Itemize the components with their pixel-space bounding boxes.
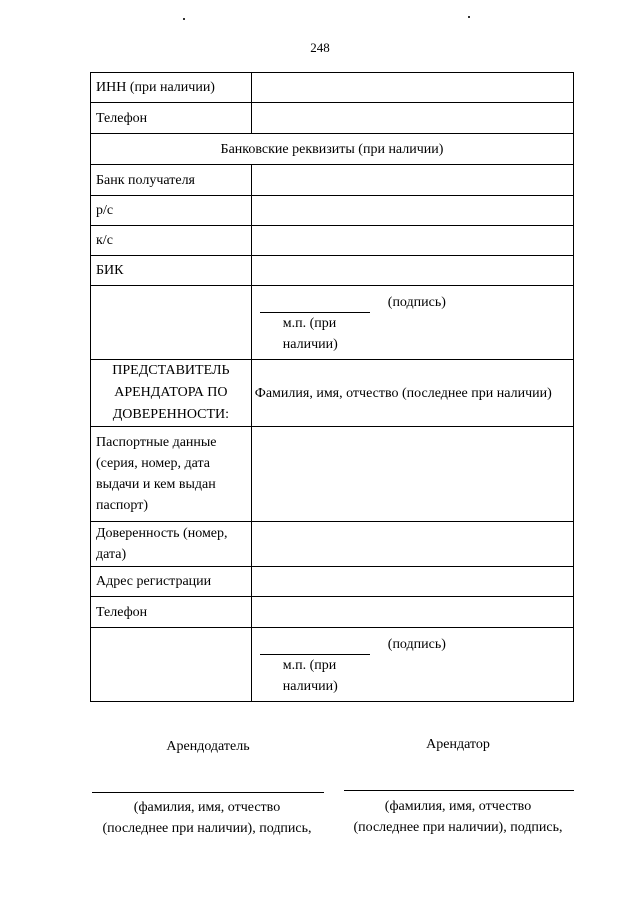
bik-label: БИК <box>91 256 252 286</box>
phone2-label: Телефон <box>91 597 252 628</box>
ks-label: к/с <box>91 226 252 256</box>
address-value <box>251 567 573 597</box>
inn-label: ИНН (при наличии) <box>91 73 252 103</box>
table-row <box>91 165 574 196</box>
representative-label-line2: АРЕНДАТОРА ПО <box>114 385 228 400</box>
signature-line <box>260 298 370 313</box>
table-row <box>91 134 574 165</box>
tenant-signature-line <box>344 790 574 791</box>
power-of-attorney-value <box>251 522 573 567</box>
signature-cell <box>251 286 573 360</box>
stamp-note-line1: м.п. (при <box>282 316 337 331</box>
tenant-caption-line1: (фамилия, имя, отчество <box>384 799 532 814</box>
landlord-heading: Арендодатель <box>166 739 250 754</box>
passport-label: Паспортные данные (серия, номер, дата выдачи и кем выдан паспорт) <box>91 427 252 522</box>
table-row <box>91 103 574 134</box>
scan-speck <box>468 16 470 18</box>
signature-caption: (подпись) <box>387 637 446 652</box>
signature-caption: (подпись) <box>387 295 446 310</box>
landlord-caption <box>82 797 332 839</box>
landlord-signature-line <box>92 792 324 793</box>
rs-value <box>251 196 573 226</box>
table-row <box>91 256 574 286</box>
representative-label <box>91 360 252 427</box>
representative-label-line3: ДОВЕРЕННОСТИ: <box>112 407 230 422</box>
bik-value <box>251 256 573 286</box>
table-row <box>91 597 574 628</box>
tenant-caption <box>334 796 582 838</box>
signature2-label-cell <box>91 628 252 702</box>
table-row <box>91 286 574 360</box>
power-of-attorney-label: Доверенность (номер, дата) <box>91 522 252 567</box>
table-row <box>91 226 574 256</box>
phone2-value <box>251 597 573 628</box>
ks-value <box>251 226 573 256</box>
landlord-caption-line1: (фамилия, имя, отчество <box>133 800 281 815</box>
form-table <box>90 72 574 702</box>
signature-label-cell <box>91 286 252 360</box>
page-number: 248 <box>310 40 330 55</box>
rs-label: р/с <box>91 196 252 226</box>
bank-value <box>251 165 573 196</box>
signature2-cell <box>251 628 573 702</box>
tenant-heading: Арендатор <box>426 737 490 752</box>
representative-label-line1: ПРЕДСТАВИТЕЛЬ <box>112 363 230 378</box>
table-row <box>91 567 574 597</box>
address-label: Адрес регистрации <box>91 567 252 597</box>
landlord-caption-line2: (последнее при наличии), подпись, <box>102 821 312 836</box>
passport-value <box>251 427 573 522</box>
table-row <box>91 73 574 103</box>
bank-label: Банк получателя <box>91 165 252 196</box>
table-row <box>91 427 574 522</box>
table-row <box>91 196 574 226</box>
stamp-note-line1: м.п. (при <box>282 658 337 673</box>
tenant-caption-line2: (последнее при наличии), подпись, <box>353 820 563 835</box>
representative-value: Фамилия, имя, отчество (последнее при наличии) <box>251 360 573 427</box>
table-row <box>91 628 574 702</box>
table-row <box>91 522 574 567</box>
inn-value <box>251 73 573 103</box>
bank-details-header: Банковские реквизиты (при наличии) <box>91 134 574 165</box>
stamp-note-line2: наличии) <box>282 679 338 694</box>
stamp-note-line2: наличии) <box>282 337 338 352</box>
scan-speck <box>183 18 185 20</box>
signature-line <box>260 640 370 655</box>
phone-value <box>251 103 573 134</box>
table-row <box>91 360 574 427</box>
phone-label: Телефон <box>91 103 252 134</box>
